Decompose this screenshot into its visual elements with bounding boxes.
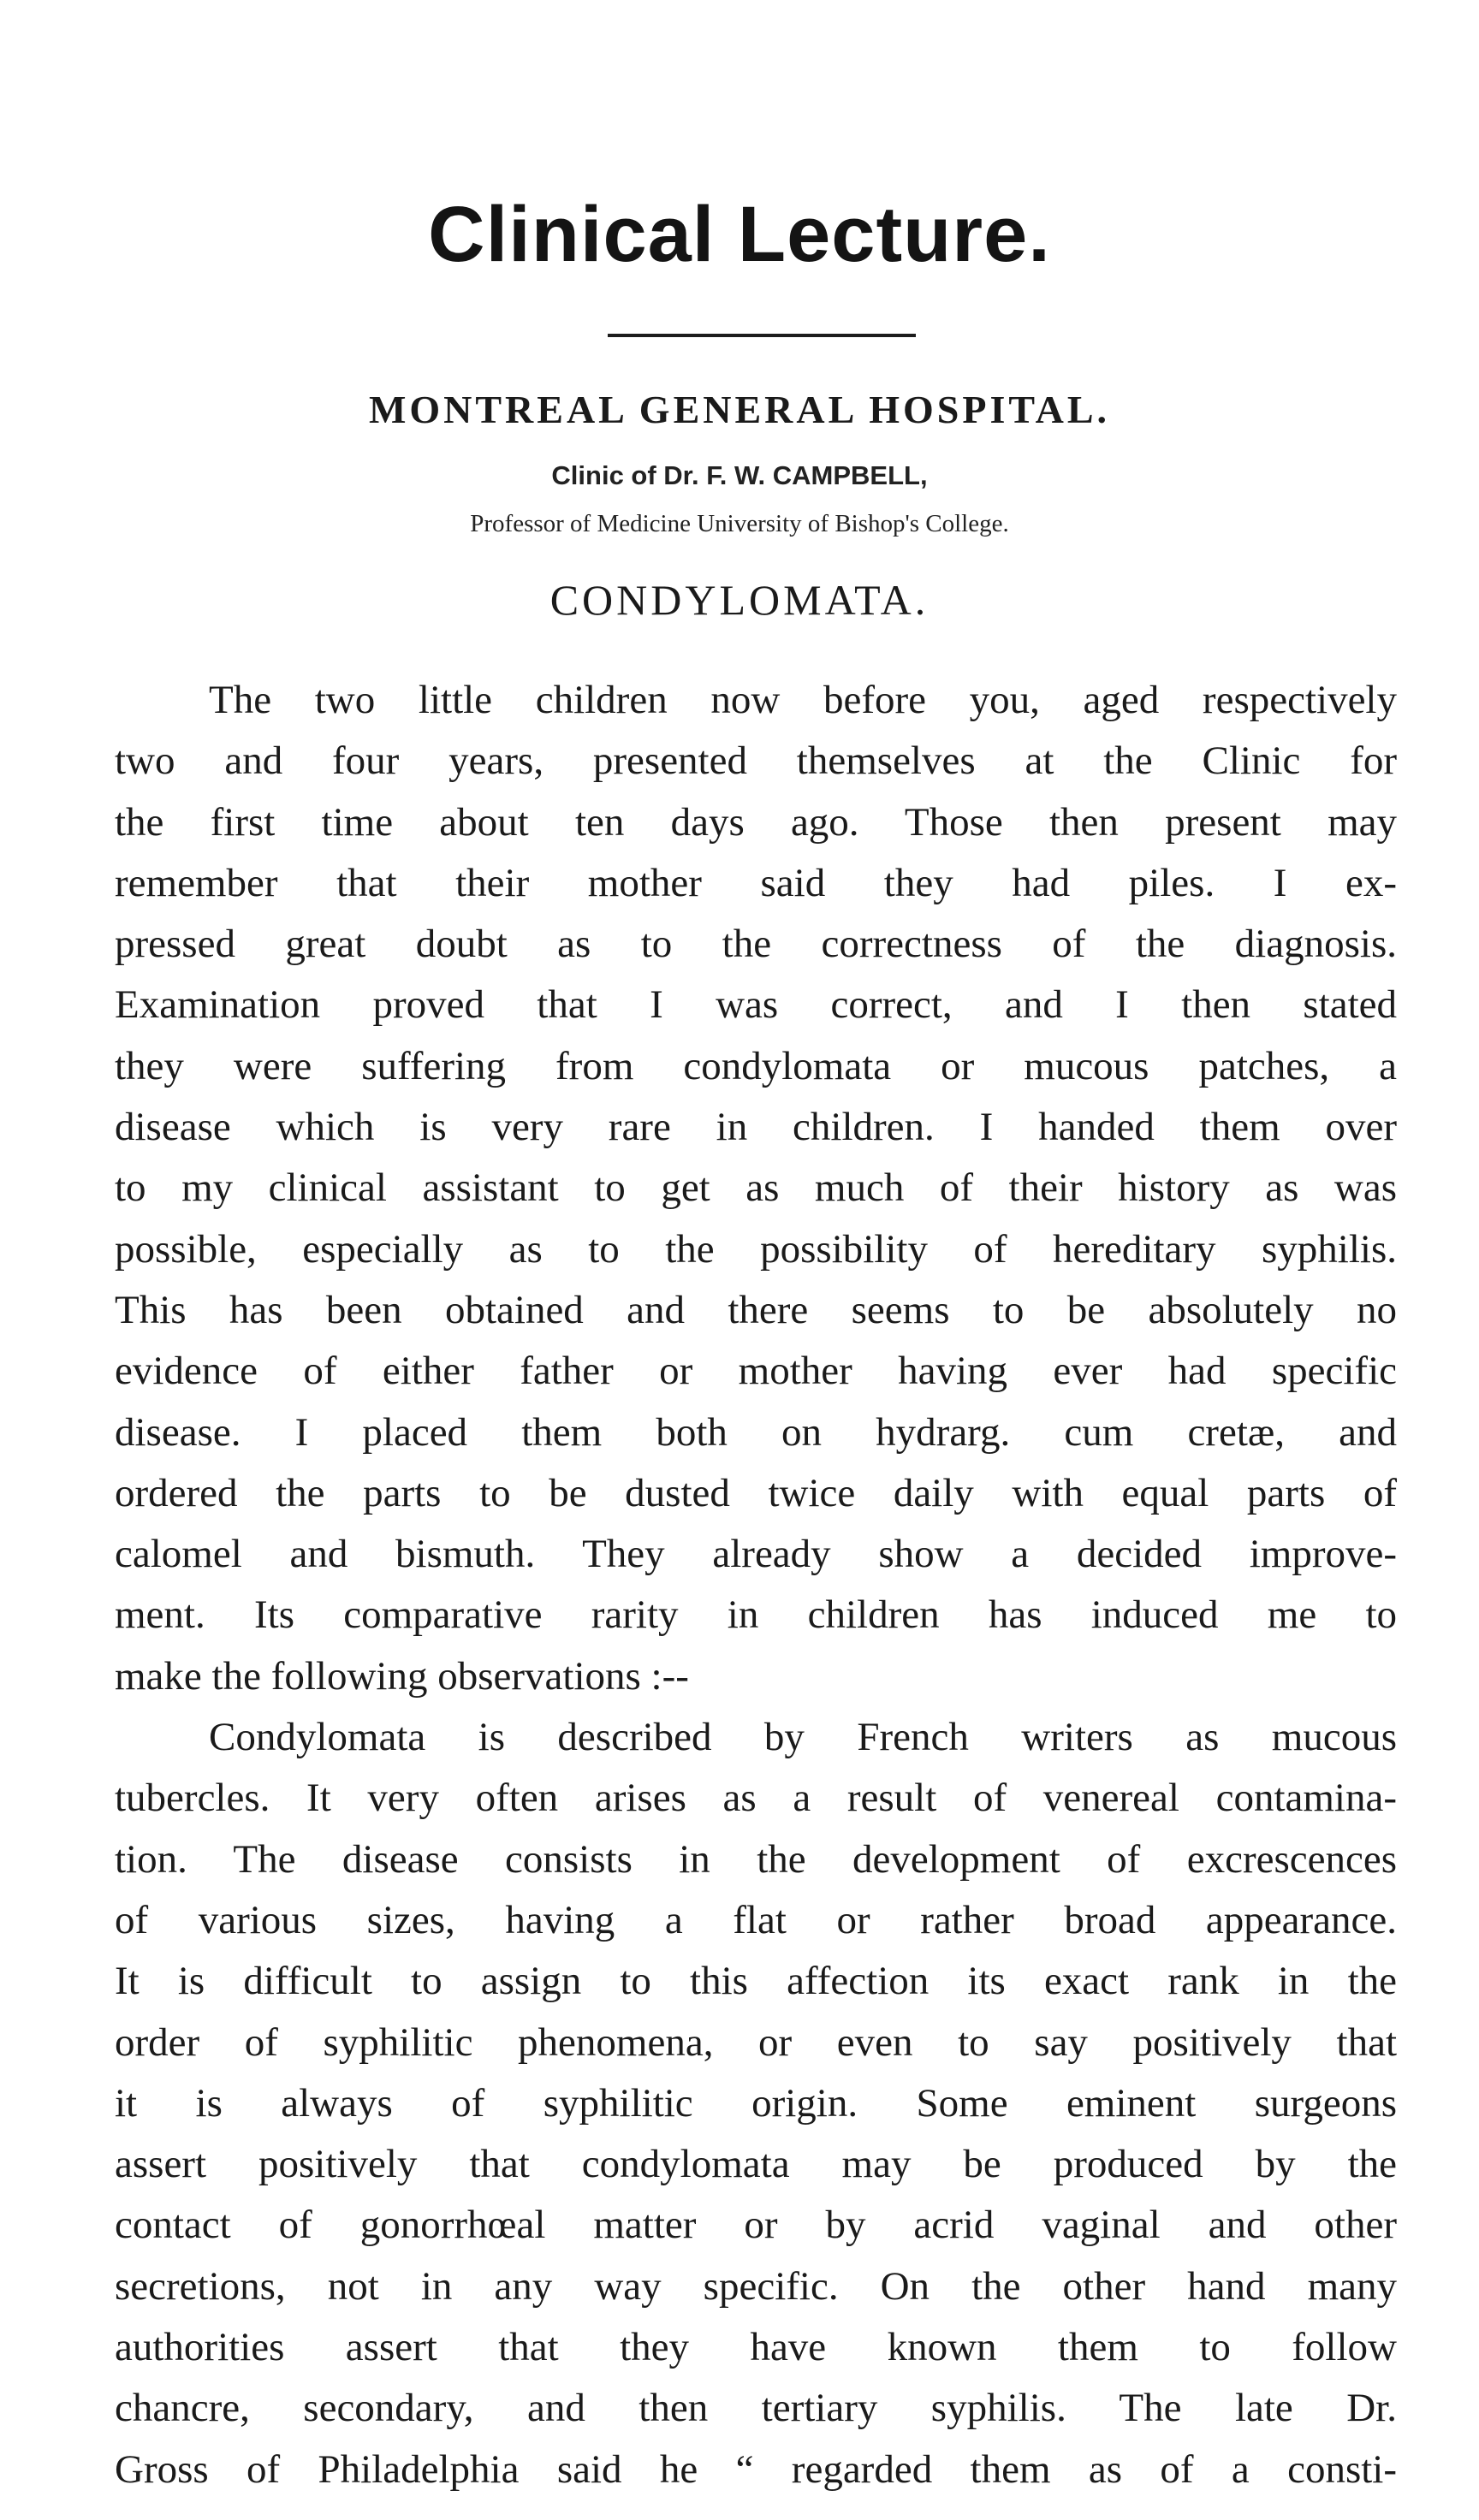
paragraph-1 — [115, 670, 1397, 1707]
page-title: Clinical Lecture. — [428, 191, 1051, 278]
text-line: evidence of either father or mother having ever had specific — [115, 1349, 1397, 1394]
subject-heading: CONDYLOMATA. — [549, 576, 930, 624]
text-line: the first time about ten days ago. Those then present may — [115, 799, 1397, 845]
text-line: Examination proved that I was correct, and I then stated — [115, 982, 1397, 1028]
text-line: chancre, secondary, and then tertiary syphilis. The late Dr. — [115, 2386, 1397, 2431]
text-line: to my clinical assistant to get as much of their history as was — [115, 1165, 1397, 1211]
text-line: authorities assert that they have known them to follow — [115, 2325, 1397, 2370]
text-line: This has been obtained and there seems to be absolutely no — [115, 1287, 1397, 1332]
text-line: disease which is very rare in children. I handed them over — [115, 1105, 1397, 1150]
text-line: Gross of Philadelphia said he “ regarded them as of a consti- — [115, 2446, 1397, 2492]
text-line: tion. The disease consists in the development of excrescences — [115, 1836, 1397, 1882]
title-divider — [608, 334, 916, 337]
text-line: they were suffering from condylomata or mucous patches, a — [115, 1043, 1397, 1088]
text-line: ment. Its comparative rarity in children has induced me to — [115, 1592, 1397, 1638]
text-line: of various sizes, having a flat or rather broad appearance. — [115, 1897, 1397, 1942]
text-line: assert positively that condylomata may be produced by the — [115, 2142, 1397, 2187]
text-line: The two little children now before you, aged respectively — [209, 678, 1397, 722]
hospital-heading: MONTREAL GENERAL HOSPITAL. — [368, 388, 1111, 431]
text-line: ordered the parts to be dusted twice daily with equal parts of — [115, 1470, 1397, 1515]
text-line: it is always of syphilitic origin. Some eminent surgeons — [115, 2080, 1397, 2126]
lecture-body — [115, 670, 1397, 2500]
text-line: remember that their mother said they had piles. I ex- — [115, 860, 1397, 905]
text-line: order of syphilitic phenomena, or even to say positively that — [115, 2019, 1397, 2065]
clinic-line: Clinic of Dr. F. W. CAMPBELL, — [551, 460, 928, 490]
text-line: possible, especially as to the possibility of hereditary syphilis. — [115, 1226, 1397, 1272]
text-line: secretions, not in any way specific. On the other hand many — [115, 2263, 1397, 2309]
text-line: tubercles. It very often arises as a result of venereal contamina- — [115, 1776, 1397, 1821]
text-line: disease. I placed them both on hydrarg. cum cretæ, and — [115, 1409, 1397, 1455]
text-line: pressed great doubt as to the correctness of the diagnosis. — [115, 922, 1397, 967]
text-line: contact of gonorrhœal matter or by acrid vaginal and other — [115, 2203, 1397, 2248]
text-line: two and four years, presented themselves at the Clinic for — [115, 738, 1397, 784]
text-line: Condylomata is described by French writers as mucous — [209, 1715, 1397, 1760]
text-line: calomel and bismuth. They already show a decided improve- — [115, 1532, 1397, 1577]
paragraph-2 — [115, 1707, 1397, 2500]
text-line: It is difficult to assign to this affection its exact rank in the — [115, 1959, 1397, 2004]
text-line: make the following observations :-- — [115, 1653, 689, 1699]
professor-line: Professor of Medicine University of Bishop's College. — [470, 510, 1009, 537]
